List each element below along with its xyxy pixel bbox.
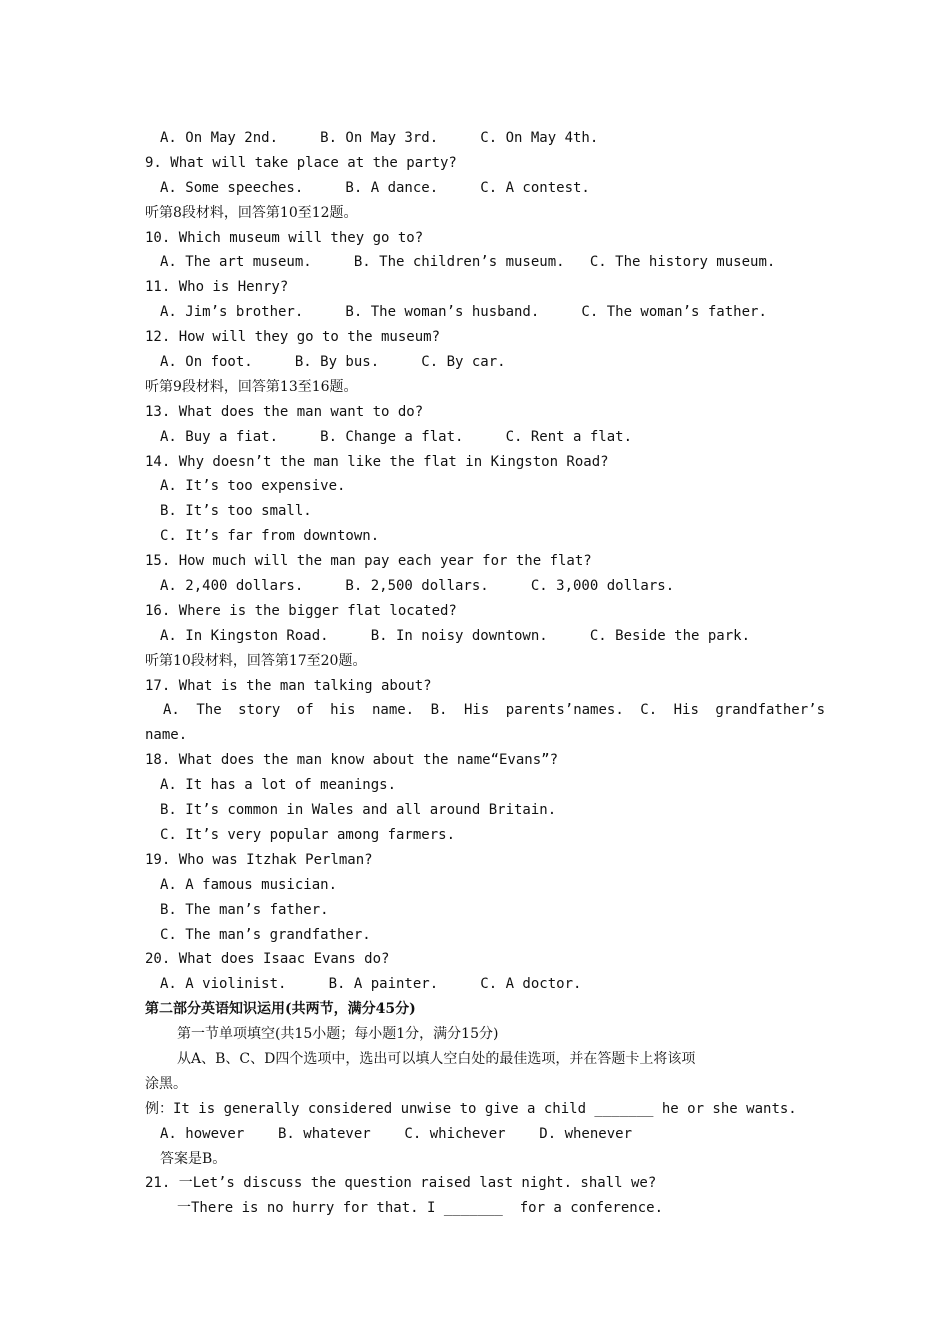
document-line: A. 2,400 dollars. B. 2,500 dollars. C. 3,000 dollars. (160, 578, 675, 595)
document-line: 一There is no hurry for that. I _______ for a conference. (177, 1200, 664, 1217)
document-line: A. Some speeches. B. A dance. C. A contest. (160, 179, 590, 196)
document-line: 18. What does the man know about the name“Evans”? (145, 752, 559, 769)
document-line: 涂黑。 (145, 1075, 187, 1092)
document-line: 例：It is generally considered unwise to give a child _______ he or she wants. (145, 1100, 797, 1117)
document-line: A. It’s too expensive. (160, 478, 346, 495)
document-line: 17. What is the man talking about? (145, 677, 432, 694)
document-line: C. It’s far from downtown. (160, 528, 380, 545)
document-content (145, 126, 825, 1221)
document-line: A. The story of his name. B. His parents’names. C. His grandfather’s (163, 702, 825, 719)
document-line: 20. What does Isaac Evans do? (145, 951, 390, 968)
document-line: 16. Where is the bigger flat located? (145, 602, 457, 619)
document-line: 答案是B。 (160, 1150, 227, 1167)
document-line: A. A famous musician. (160, 876, 338, 893)
document-line: 听第9段材料，回答第13至16题。 (145, 378, 358, 395)
document-line: 第二部分英语知识运用(共两节，满分45分) (145, 1001, 416, 1018)
document-line: 9. What will take place at the party? (145, 154, 457, 171)
document-line: A. In Kingston Road. B. In noisy downtown. C. Beside the park. (160, 627, 751, 644)
document-line: A. however B. whatever C. whichever D. whenever (160, 1125, 633, 1142)
document-line: 21. 一Let’s discuss the question raised last night. shall we? (145, 1175, 657, 1192)
document-line: 听第10段材料，回答第17至20题。 (145, 652, 367, 669)
document-line: 10. Which museum will they go to? (145, 229, 424, 246)
document-line: 15. How much will the man pay each year for the flat? (145, 553, 592, 570)
document-line: C. It’s very popular among farmers. (160, 826, 456, 843)
document-line: A. The art museum. B. The children’s museum. C. The history museum. (160, 254, 776, 271)
document-line: 从A、B、C、D四个选项中，选出可以填人空白处的最佳选项，并在答题卡上将该项 (177, 1050, 696, 1067)
document-line: A. A violinist. B. A painter. C. A doctor. (160, 976, 582, 993)
document-line: 19. Who was Itzhak Perlman? (145, 851, 373, 868)
document-line: 第一节单项填空(共15小题；每小题1分，满分15分) (177, 1026, 499, 1043)
document-line: 14. Why doesn’t the man like the flat in Kingston Road? (145, 453, 609, 470)
document-line: 13. What does the man want to do? (145, 403, 424, 420)
document-line: B. It’s too small. (160, 503, 312, 520)
document-line: A. On May 2nd. B. On May 3rd. C. On May 4th. (160, 130, 599, 146)
document-line: 听第8段材料，回答第10至12题。 (145, 204, 358, 221)
document-line: A. On foot. B. By bus. C. By car. (160, 354, 506, 371)
document-line: 12. How will they go to the museum? (145, 329, 441, 346)
document-line: 11. Who is Henry? (145, 279, 289, 296)
document-line: name. (145, 727, 188, 744)
document-line: B. It’s common in Wales and all around Britain. (160, 802, 557, 819)
document-line: B. The man’s father. (160, 901, 329, 918)
document-line: C. The man’s grandfather. (160, 926, 371, 943)
document-line: A. It has a lot of meanings. (160, 777, 397, 794)
document-line: A. Jim’s brother. B. The woman’s husband. C. The woman’s father. (160, 304, 767, 321)
document-line: A. Buy a fiat. B. Change a flat. C. Rent a flat. (160, 428, 633, 445)
